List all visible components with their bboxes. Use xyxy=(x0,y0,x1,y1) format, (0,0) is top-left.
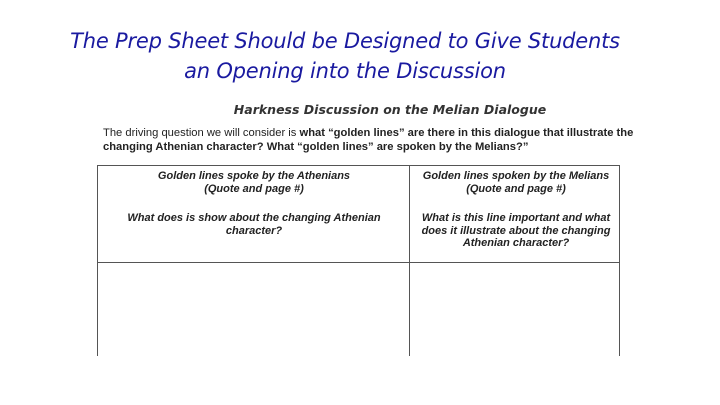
table-column-divider xyxy=(409,166,410,356)
document-title: Harkness Discussion on the Melian Dialogue xyxy=(233,102,547,117)
athenian-question: What does is show about the changing Athenian character? xyxy=(127,212,381,237)
melian-lines-header-cell xyxy=(416,170,616,250)
athenian-lines-header-cell xyxy=(104,170,404,237)
driving-question-emphasis: what “golden lines” are there in this dialogue that illustrate the changing Athenian character? What “golden lines” are spoken by the Melians?” xyxy=(103,127,634,153)
melian-header-line-2: (Quote and page #) xyxy=(466,182,566,195)
athenian-header-line-1: Golden lines spoke by the Athenians xyxy=(157,170,351,182)
slide-title-line-1: The Prep Sheet Should be Designed to Give Students xyxy=(70,29,620,53)
driving-question xyxy=(103,126,663,154)
slide-title xyxy=(0,26,690,86)
melian-header-line-1: Golden lines spoken by the Melians xyxy=(422,170,610,182)
table-row-divider xyxy=(98,262,619,263)
prep-sheet-table xyxy=(97,165,620,356)
slide-title-line-2: an Opening into the Discussion xyxy=(184,59,506,83)
driving-question-intro: The driving question we will consider is xyxy=(103,127,300,139)
melian-question: What is this line important and what does it illustrate about the changing Athenian character? xyxy=(421,212,611,249)
athenian-header-line-2: (Quote and page #) xyxy=(204,182,304,195)
